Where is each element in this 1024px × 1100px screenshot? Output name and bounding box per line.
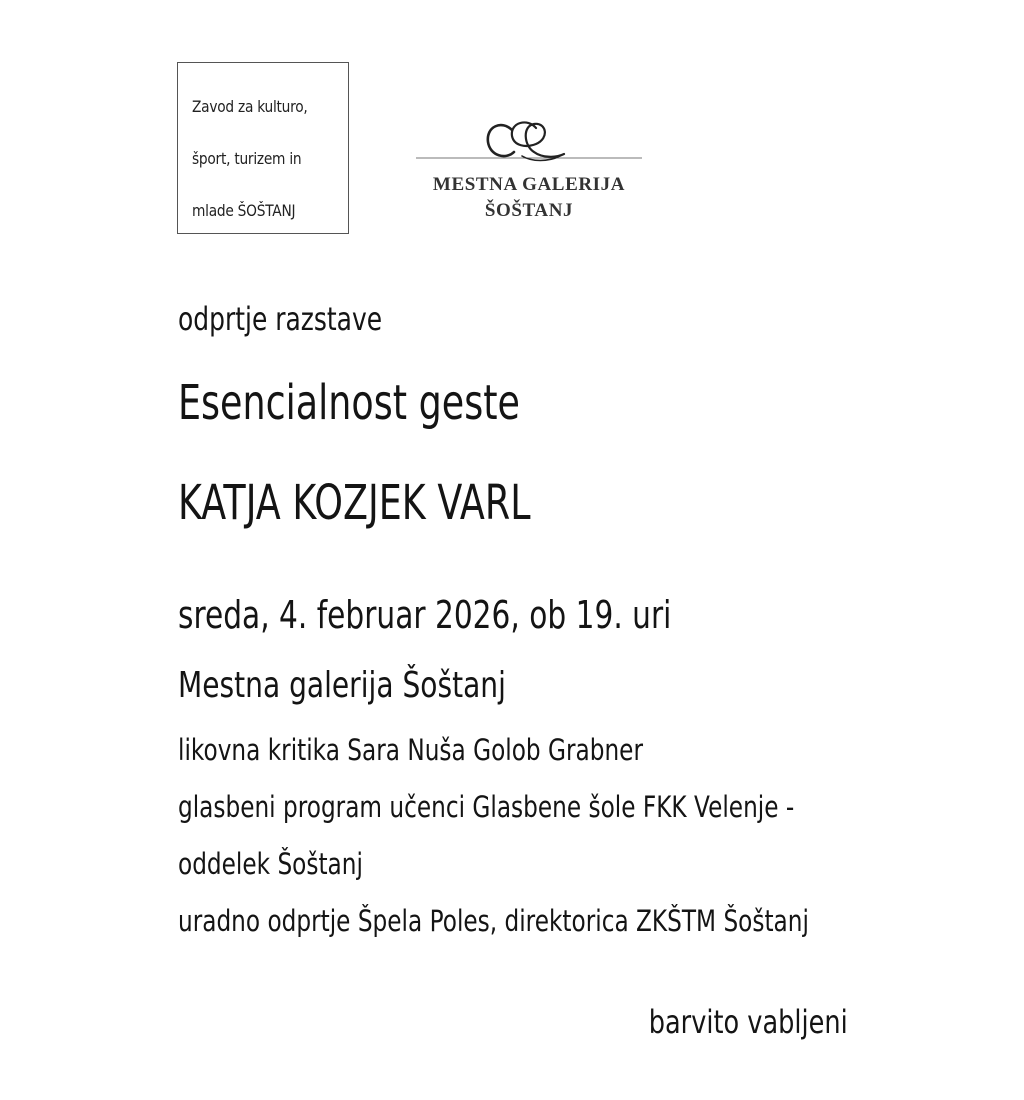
organization-box <box>177 62 349 234</box>
detail-line: oddelek Šoštanj <box>178 847 363 881</box>
event-date: sreda, 4. februar 2026, ob 19. uri <box>178 593 672 637</box>
organization-line: Zavod za kulturo, <box>192 97 308 116</box>
exhibition-title: Esencialnost geste <box>178 375 520 431</box>
event-subtitle: odprtje razstave <box>178 300 383 338</box>
detail-line: likovna kritika Sara Nuša Golob Grabner <box>178 733 643 767</box>
organization-line: mlade ŠOŠTANJ <box>192 201 296 220</box>
gallery-logo <box>414 112 644 232</box>
closing-invitation: barvito vabljeni <box>649 1003 848 1041</box>
artist-name: KATJA KOZJEK VARL <box>178 475 531 531</box>
detail-line: glasbeni program učenci Glasbene šole FKK Velenje - <box>178 790 795 824</box>
detail-line: uradno odprtje Špela Poles, direktorica ZKŠTM Šoštanj <box>178 904 809 938</box>
gallery-monogram-icon <box>414 112 644 172</box>
organization-line: šport, turizem in <box>192 149 302 168</box>
event-venue: Mestna galerija Šoštanj <box>178 665 506 706</box>
gallery-name-line2: ŠOŠTANJ <box>484 200 574 221</box>
gallery-name-line1: MESTNA GALERIJA <box>432 174 626 195</box>
